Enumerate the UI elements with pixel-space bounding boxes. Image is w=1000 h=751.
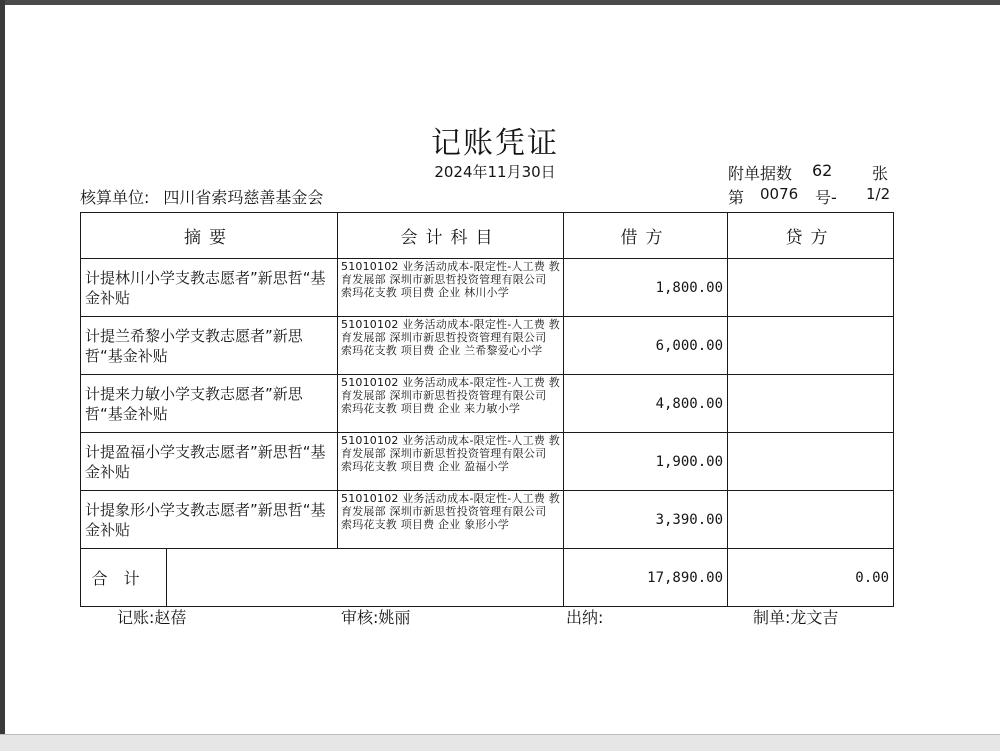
voucher-number-prefix: 第 [728, 188, 745, 207]
cashier-signature: 出纳: [566, 608, 604, 627]
total-blank [167, 549, 563, 606]
row-credit [728, 433, 894, 491]
total-credit: 0.00 [728, 549, 894, 607]
table-row [81, 317, 894, 375]
total-label: 合计 [81, 549, 167, 606]
accounting-unit [80, 185, 337, 208]
scan-edge-bottom [0, 734, 1000, 751]
row-summary: 计提兰希黎小学支教志愿者”新思哲“基金补贴 [81, 317, 338, 375]
row-debit: 1,800.00 [564, 259, 728, 317]
attachments-unit: 张 [872, 164, 889, 183]
row-summary: 计提象形小学支教志愿者”新思哲“基金补贴 [81, 491, 338, 549]
header-subject: 会计科目 [338, 213, 564, 259]
row-debit: 1,900.00 [564, 433, 728, 491]
row-credit [728, 375, 894, 433]
voucher-title: 记账凭证 [431, 126, 559, 161]
row-summary: 计提盈福小学支教志愿者”新思哲“基金补贴 [81, 433, 338, 491]
accounting-unit-name: 四川省索玛慈善基金会 [163, 188, 324, 207]
bookkeeper-signature: 记账:赵蓓 [117, 608, 187, 627]
row-debit: 6,000.00 [564, 317, 728, 375]
header-summary: 摘要 [81, 213, 338, 259]
table-row [81, 259, 894, 317]
voucher-page: 1/2 [866, 185, 891, 203]
row-subject: 51010102 业务活动成本-限定性-人工费 教育发展部 深圳市新思哲投资管理有限公司 索玛花支教 项目费 企业 来力敏小学 [338, 375, 564, 433]
reviewer-signature: 审核:姚丽 [341, 608, 411, 627]
table-row [81, 375, 894, 433]
header-debit: 借方 [564, 213, 728, 259]
table-row [81, 491, 894, 549]
preparer-signature: 制单:龙文吉 [753, 608, 839, 627]
row-subject: 51010102 业务活动成本-限定性-人工费 教育发展部 深圳市新思哲投资管理有限公司 索玛花支教 项目费 企业 兰希黎爱心小学 [338, 317, 564, 375]
accounting-unit-label: 核算单位: [80, 188, 150, 207]
row-subject: 51010102 业务活动成本-限定性-人工费 教育发展部 深圳市新思哲投资管理有限公司 索玛花支教 项目费 企业 盈福小学 [338, 433, 564, 491]
row-credit [728, 259, 894, 317]
row-summary: 计提林川小学支教志愿者”新思哲“基金补贴 [81, 259, 338, 317]
attachments-label: 附单据数 [728, 164, 793, 183]
row-credit [728, 317, 894, 375]
row-credit [728, 491, 894, 549]
scan-edge-top [0, 0, 1000, 5]
table-header-row [81, 213, 894, 259]
table-row [81, 433, 894, 491]
attachments-count: 62 [812, 161, 833, 180]
voucher-number-suffix: 号- [815, 188, 837, 207]
voucher-table [80, 212, 894, 607]
voucher-number: 0076 [760, 185, 799, 203]
voucher-date: 2024年11月30日 [434, 163, 556, 181]
row-debit: 4,800.00 [564, 375, 728, 433]
row-summary: 计提来力敏小学支教志愿者”新思哲“基金补贴 [81, 375, 338, 433]
row-debit: 3,390.00 [564, 491, 728, 549]
row-subject: 51010102 业务活动成本-限定性-人工费 教育发展部 深圳市新思哲投资管理有限公司 索玛花支教 项目费 企业 象形小学 [338, 491, 564, 549]
total-label-cell [81, 549, 564, 607]
header-credit: 贷方 [728, 213, 894, 259]
total-row [81, 549, 894, 607]
scan-edge-left [0, 0, 5, 750]
row-subject: 51010102 业务活动成本-限定性-人工费 教育发展部 深圳市新思哲投资管理有限公司 索玛花支教 项目费 企业 林川小学 [338, 259, 564, 317]
total-debit: 17,890.00 [564, 549, 728, 607]
